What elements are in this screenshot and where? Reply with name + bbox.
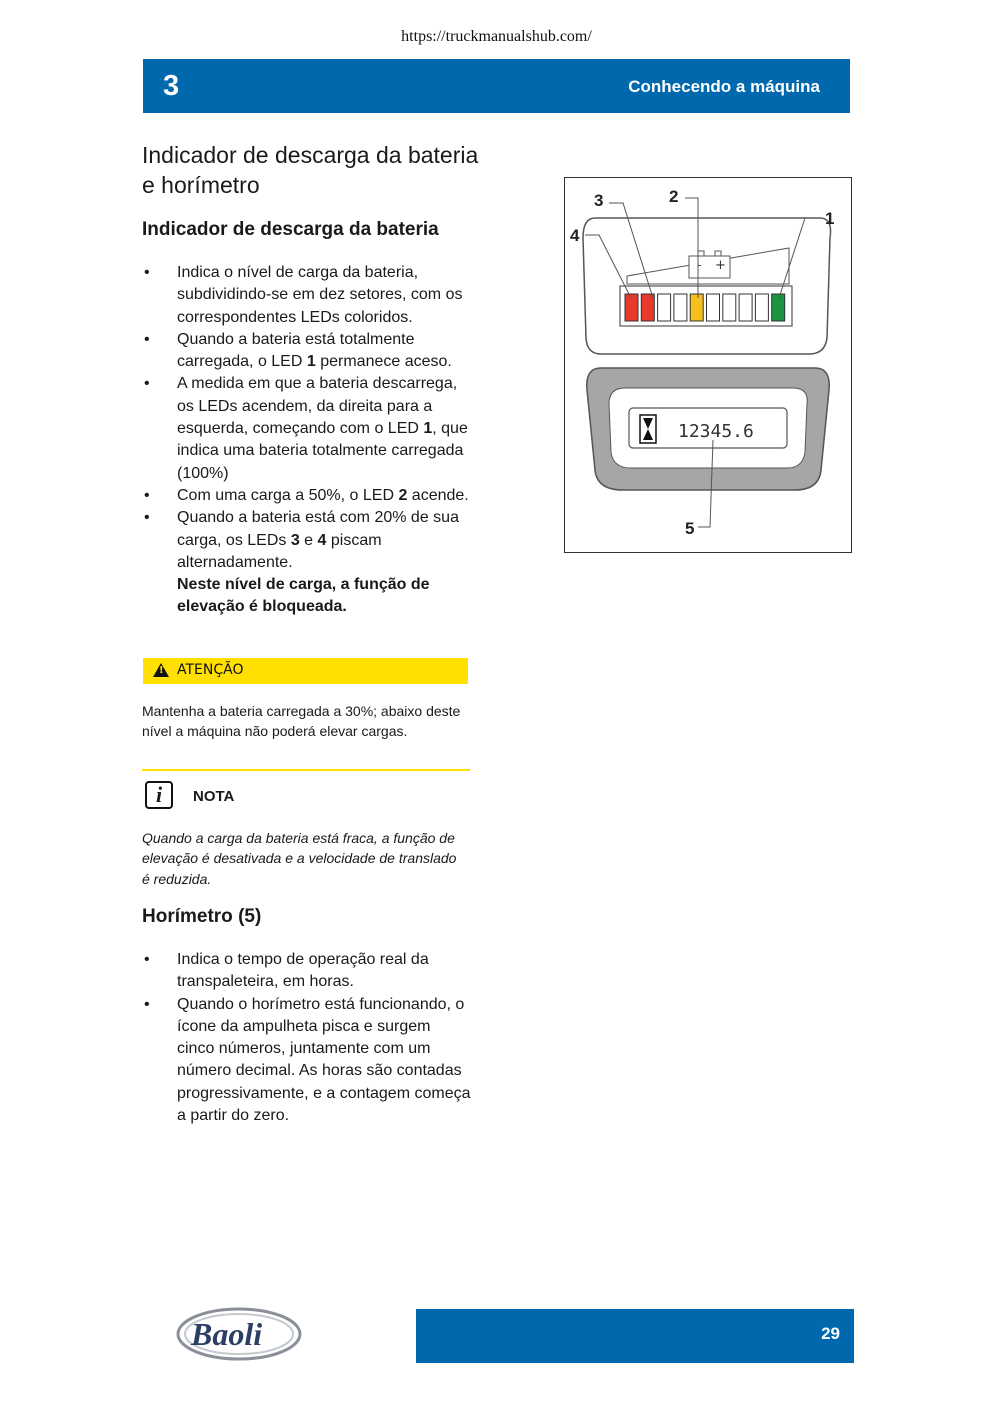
led-8: [658, 294, 671, 321]
led-3: [739, 294, 752, 321]
logo-text: Baoli: [191, 1316, 263, 1352]
section-heading-battery: Indicador de descarga da bateria: [142, 219, 439, 240]
divider: [142, 769, 470, 771]
battery-minus: -: [697, 258, 702, 272]
led-ref: 3: [290, 531, 300, 549]
led-6: [690, 294, 703, 321]
section-heading-hourmeter: Horímetro (5): [142, 906, 262, 927]
callout-5: 5: [685, 519, 695, 538]
hourglass-icon: [640, 415, 656, 443]
led-ref: 1: [306, 353, 316, 371]
led-ref: 1: [423, 420, 433, 438]
bullet-text: Quando a bateria está totalmente carregada, o LED: [177, 330, 415, 371]
chapter-title: Conhecendo a máquina: [628, 77, 820, 96]
bullet-text: Indica o nível de carga da bateria, subdividindo-se em dez setores, com os correspondentes LEDs coloridos.: [177, 264, 463, 326]
list-item: [142, 507, 472, 618]
warning-text: Mantenha a bateria carregada a 30%; abaixo deste nível a máquina não poderá elevar cargas.: [142, 703, 461, 740]
bullet-text: A medida em que a bateria descarrega, os LEDs acendem, da direita para a esquerda, começando com o LED: [177, 375, 458, 438]
bullet-text: piscam alternadamente.: [177, 531, 382, 571]
warning-banner: [143, 658, 468, 684]
bullet-text: Indica o tempo de operação real da transpaleteira, em horas.: [177, 951, 429, 991]
note-text: Quando a carga da bateria está fraca, a função de elevação é desativada e a velocidade de translado é reduzida.: [142, 830, 457, 887]
hourmeter-bullet-list: [142, 949, 472, 1127]
battery-plus: +: [715, 258, 726, 273]
callout-2: 2: [669, 187, 679, 206]
led-ref: 2: [398, 486, 408, 504]
warning-label: ATENÇÃO: [177, 662, 244, 678]
warning-triangle-icon: [153, 663, 169, 677]
list-item: [142, 262, 472, 329]
list-item: [142, 329, 472, 374]
page-number: 29: [821, 1324, 840, 1343]
led-1: [772, 294, 785, 321]
bullet-text: acende.: [407, 486, 469, 504]
logo-mark: [175, 1300, 305, 1364]
bold-warning-line: Neste nível de carga, a função de elevação é bloqueada.: [177, 576, 430, 616]
list-item: [142, 485, 472, 507]
hour-reading: 12345.6: [678, 421, 754, 442]
list-item: [142, 994, 472, 1128]
page-title: Indicador de descarga da bateria e horímetro: [142, 142, 479, 198]
list-item: [142, 949, 472, 994]
led-9: [641, 294, 654, 321]
source-url: https://truckmanualshub.com/: [401, 28, 592, 45]
led-2: [755, 294, 768, 321]
chapter-number: 3: [163, 70, 180, 102]
led-10: [625, 294, 638, 321]
callout-3: 3: [594, 191, 604, 210]
bullet-text: Com uma carga a 50%, o LED: [177, 486, 399, 504]
led-4: [723, 294, 736, 321]
info-icon: i: [145, 781, 173, 809]
callout-4: 4: [570, 226, 580, 245]
battery-bullet-list: [142, 262, 472, 619]
bullet-text: e: [299, 531, 318, 549]
indicator-diagram: [565, 178, 851, 552]
chapter-header: [143, 59, 850, 113]
bullet-text: Quando a bateria está com 20% de sua carga, os LEDs: [177, 509, 459, 549]
baoli-logo: [175, 1300, 305, 1369]
list-item: [142, 373, 472, 484]
led-7: [674, 294, 687, 321]
callout-1: 1: [825, 209, 835, 228]
bullet-text: Quando o horímetro está funcionando, o ícone da ampulheta pisca e surgem cinco números, juntamente com um número decimal. As horas são contadas progressivamente, e a contagem começa a partir do zero.: [177, 995, 471, 1125]
footer-bar: [416, 1309, 854, 1363]
note-label: NOTA: [193, 788, 235, 805]
battery-indicator-figure: [564, 177, 852, 553]
led-ref: 4: [317, 531, 327, 549]
bullet-text: permanece aceso.: [315, 353, 452, 371]
led-5: [707, 294, 720, 321]
bullet-text: , que indica uma bateria totalmente carregada (100%): [177, 420, 468, 482]
